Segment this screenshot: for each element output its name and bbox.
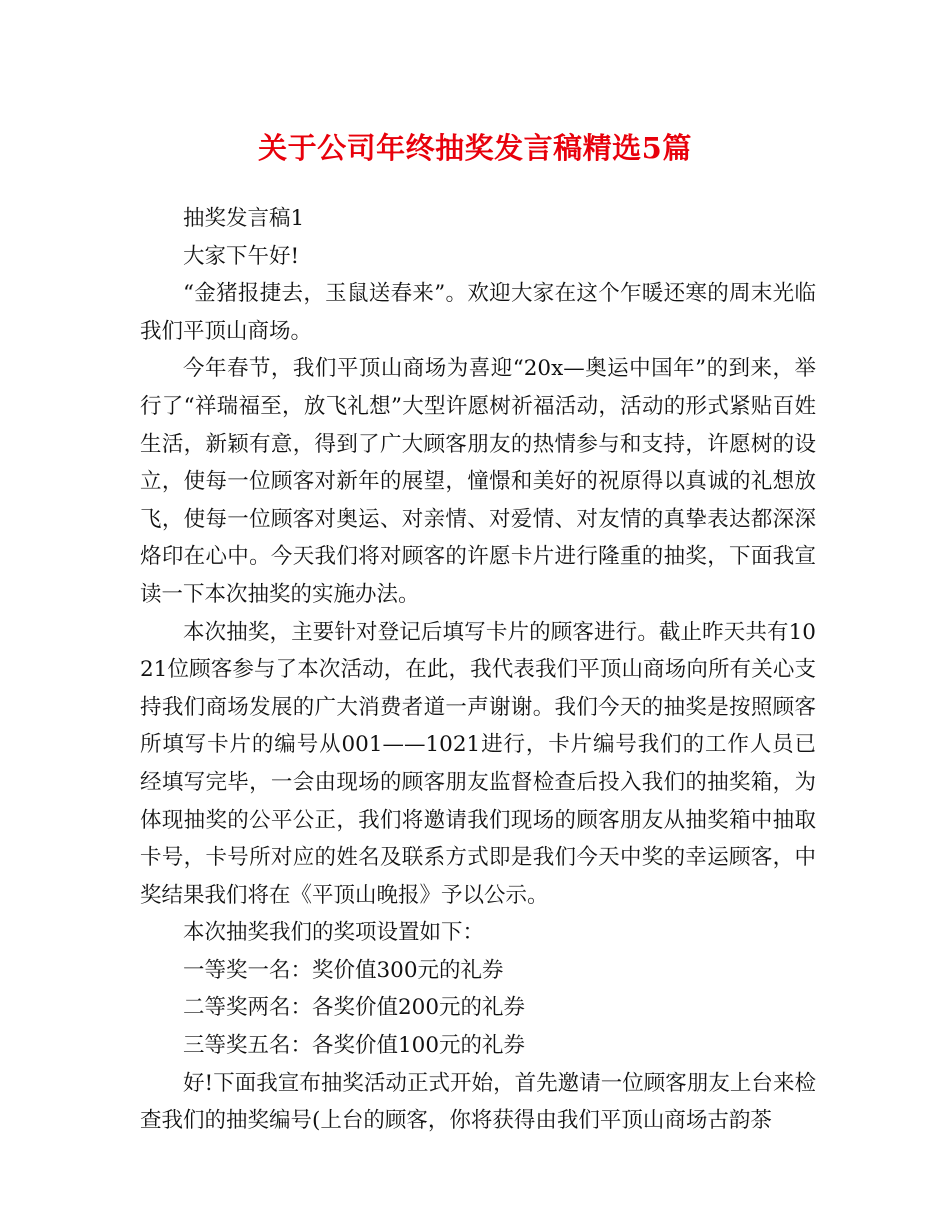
paragraph-first-prize: 一等奖一名：奖价值300元的礼券 xyxy=(183,957,504,983)
paragraph-activity-intro: 今年春节，我们平顶山商场为喜迎“20x—奥运中国年”的到来，举行了“祥瑞福至，放飞礼想”大型许愿树祈福活动，活动的形式紧贴百姓生活，新颖有意，得到了广大顾客朋友的热情参与和支持，许愿树的设立，使每一位顾客对新年的展望，憧憬和美好的祝原得以真诚的礼想放飞，使每一位顾客对奥运、对亲情、对爱情、对友情的真挚表达都深深烙印在心中。今天我们将对顾客的许愿卡片进行隆重的抽奖，下面我宣读一下本次抽奖的实施办法。 xyxy=(140,356,816,607)
paragraph-third-prize: 三等奖五名：各奖价值100元的礼券 xyxy=(183,1033,526,1059)
page-title: 关于公司年终抽奖发言稿精选5篇 xyxy=(258,131,692,165)
paragraph-lottery-method: 本次抽奖，主要针对登记后填写卡片的顾客进行。截止昨天共有1021位顾客参与了本次活动，在此，我代表我们平顶山商场向所有关心支持我们商场发展的广大消费者道一声谢谢。我们今天的抽奖是按照顾客所填写卡片的编号从001——1021进行，卡片编号我们的工作人员已经填写完毕，一会由现场的顾客朋友监督检查后投入我们的抽奖箱，为体现抽奖的公平公正，我们将邀请我们现场的顾客朋友从抽奖箱中抽取卡号，卡号所对应的姓名及联系方式即是我们今天中奖的幸运顾客，中奖结果我们将在《平顶山晚报》予以公示。 xyxy=(140,619,816,908)
paragraph-section-heading: 抽奖发言稿1 xyxy=(183,206,305,231)
document-body xyxy=(140,200,816,1140)
paragraph-greeting: 大家下午好! xyxy=(183,243,300,269)
paragraph-welcome: “金猪报捷去，玉鼠送春来”。欢迎大家在这个乍暖还寒的周末光临我们平顶山商场。 xyxy=(140,281,816,344)
paragraph-lottery-start: 好!下面我宣布抽奖活动正式开始，首先邀请一位顾客朋友上台来检查我们的抽奖编号(上台的顾客，你将获得由我们平顶山商场古韵茶 xyxy=(140,1070,816,1134)
paragraph-second-prize: 二等奖两名：各奖价值200元的礼券 xyxy=(183,995,526,1021)
paragraph-prize-intro: 本次抽奖我们的奖项设置如下： xyxy=(183,920,485,946)
